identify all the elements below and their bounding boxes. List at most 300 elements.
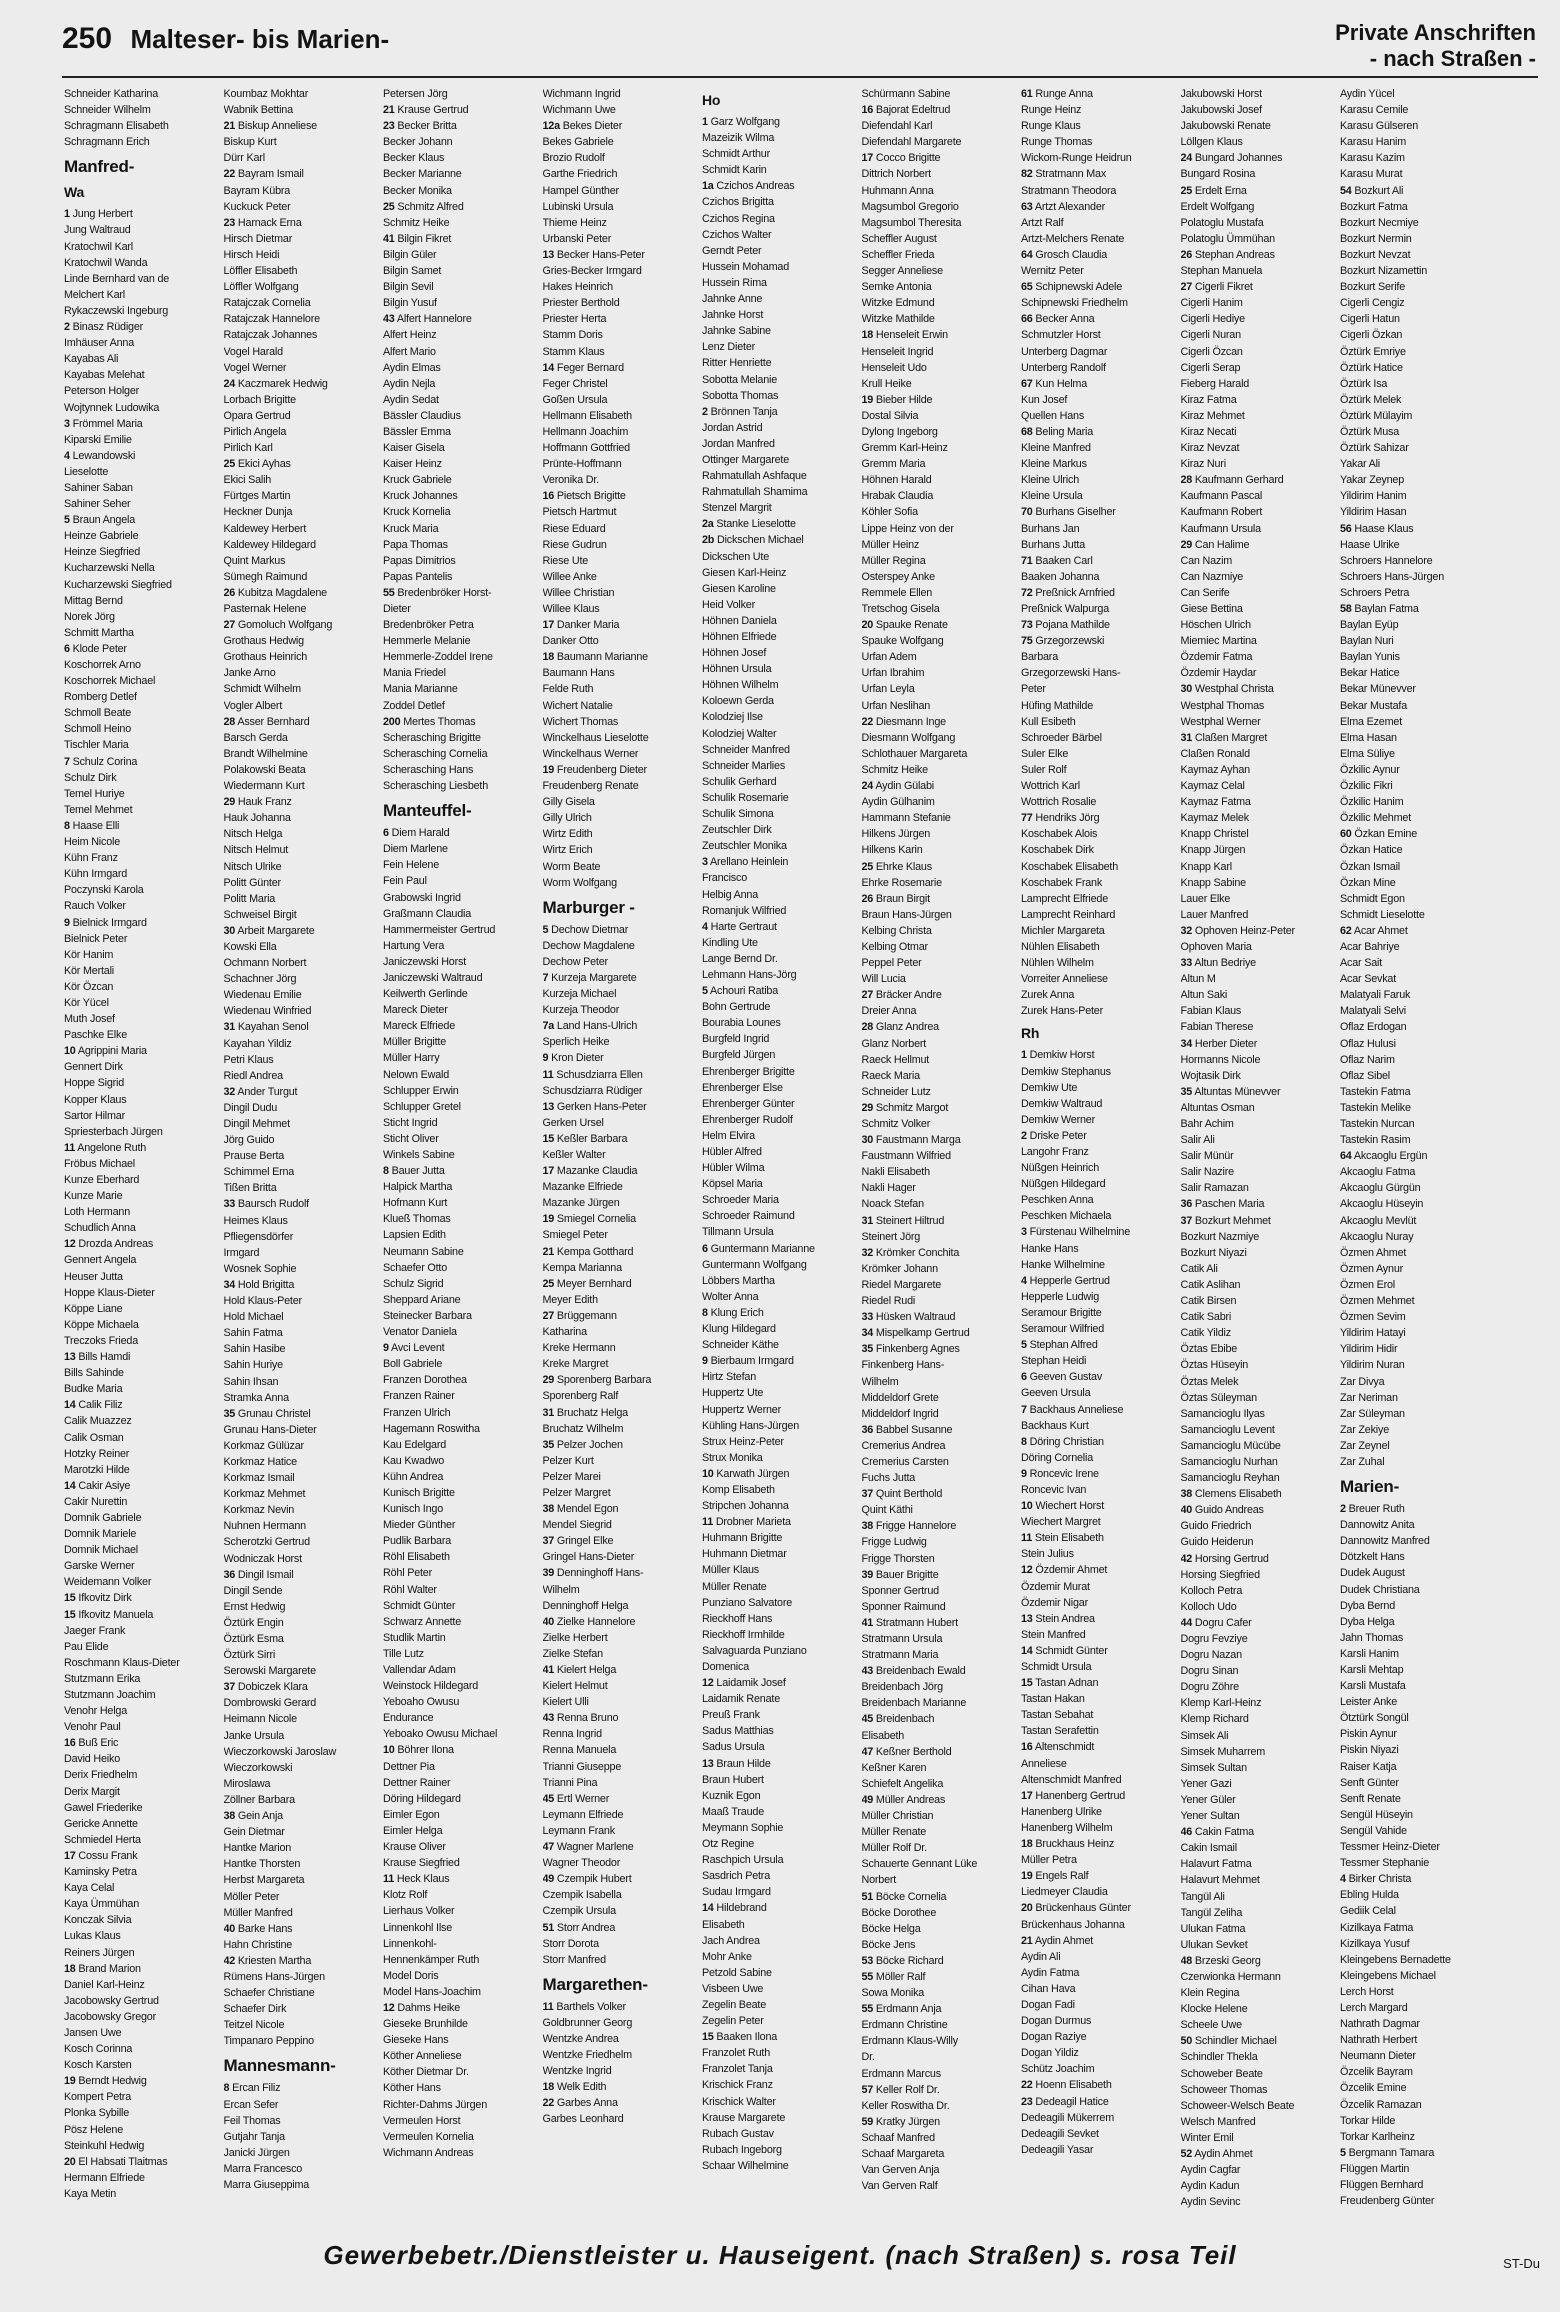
resident-entry: Müller Harry xyxy=(383,1052,440,1065)
resident-entry: Grothaus Hedwig xyxy=(223,635,304,648)
resident-entry: Jakubowski Horst xyxy=(1180,88,1262,100)
resident-entry: Huhmann Dietmar xyxy=(702,1548,787,1561)
resident-entry: Becker Monika xyxy=(383,184,452,197)
resident-entry: Kucharzewski Nella xyxy=(64,562,155,575)
resident-entry: Stamm Klaus xyxy=(542,345,605,358)
resident-entry: Yener Gazi xyxy=(1180,1777,1232,1790)
resident-entry: Kratochwil Wanda xyxy=(64,256,148,269)
resident-entry: Zurek Anna xyxy=(1021,989,1075,1002)
resident-entry: Breidenbach Jörg xyxy=(861,1681,943,1694)
resident-entry: 12 Özdemir Ahmet xyxy=(1021,1564,1108,1577)
resident-entry: Kayabas Melehat xyxy=(64,369,145,382)
resident-entry: Eimler Helga xyxy=(383,1824,443,1837)
resident-entry: Henseleit Ingrid xyxy=(861,345,934,358)
resident-entry: Schaefer Christiane xyxy=(223,1987,315,2000)
resident-entry: Schlupper Erwin xyxy=(383,1084,459,1097)
resident-entry: Frigge Thorsten xyxy=(861,1552,935,1565)
resident-entry: Ehrenberger Brigitte xyxy=(702,1065,795,1078)
resident-entry: Backhaus Kurt xyxy=(1021,1419,1089,1432)
resident-entry: Gilly Gisela xyxy=(542,796,595,809)
resident-entry: Muth Josef xyxy=(64,1013,115,1026)
resident-entry: Winter Emil xyxy=(1180,2131,1234,2144)
resident-entry: Linnenkohl Ilse xyxy=(383,1921,453,1934)
resident-entry: Schmitz Heike xyxy=(861,763,928,776)
resident-entry: Schroers Hannelore xyxy=(1340,554,1433,567)
resident-entry: 35 Pelzer Jochen xyxy=(542,1438,623,1451)
resident-entry: 32 Ander Turgut xyxy=(223,1085,298,1098)
resident-entry: Özkan Mine xyxy=(1340,876,1396,889)
resident-entry: Domnik Mariele xyxy=(64,1528,137,1541)
resident-entry: Keßler Walter xyxy=(542,1149,606,1161)
resident-entry: Bohn Gertrude xyxy=(702,1001,771,1014)
resident-entry: Dingil Mehmet xyxy=(223,1118,290,1130)
resident-entry: Özkilic Fikri xyxy=(1340,780,1393,793)
resident-entry: Jach Andrea xyxy=(702,1934,760,1947)
resident-entry: Janke Ursula xyxy=(223,1729,285,1742)
resident-entry: Horsing Siegfried xyxy=(1180,1568,1260,1581)
resident-entry: Köther Dietmar Dr. xyxy=(383,2066,469,2079)
resident-entry: Wilhelm xyxy=(861,1375,899,1388)
resident-entry: Bässler Emma xyxy=(383,425,451,438)
resident-entry: Sobotta Melanie xyxy=(702,373,778,386)
resident-entry: Mazeizik Wilma xyxy=(702,132,775,145)
resident-entry: Dogru Nazan xyxy=(1180,1649,1242,1662)
resident-entry: 1 Demkiw Horst xyxy=(1021,1049,1095,1062)
resident-entry: Dingil Dudu xyxy=(223,1101,278,1114)
resident-entry: Gediik Celal xyxy=(1340,1905,1396,1918)
resident-entry: Klein Regina xyxy=(1180,1987,1240,2000)
resident-entry: Fein Helene xyxy=(383,859,440,872)
resident-entry: Franzen Dorothea xyxy=(383,1374,467,1387)
resident-entry: Hoppe Sigrid xyxy=(64,1077,125,1090)
resident-entry: Stein Manfred xyxy=(1021,1628,1086,1641)
resident-entry: Calik Muazzez xyxy=(64,1415,132,1428)
resident-entry: Jansen Uwe xyxy=(64,2026,122,2039)
resident-entry: Döring Hildegard xyxy=(383,1792,461,1805)
resident-entry: Sengül Vahide xyxy=(1340,1824,1407,1837)
resident-entry: Boll Gabriele xyxy=(383,1358,443,1371)
resident-entry: Löffler Wolfgang xyxy=(223,281,299,294)
resident-entry: Linde Bernhard van de xyxy=(64,272,170,285)
resident-entry: Müller Christian xyxy=(861,1810,934,1823)
resident-entry: Graßmann Claudia xyxy=(383,907,472,920)
resident-entry: 35 Grunau Christel xyxy=(223,1407,311,1420)
resident-entry: Dannowitz Anita xyxy=(1340,1519,1415,1532)
resident-entry: Schudlich Anna xyxy=(64,1222,136,1235)
resident-entry: Sponner Gertrud xyxy=(861,1584,939,1597)
resident-entry: Oflaz Erdogan xyxy=(1340,1021,1407,1034)
resident-entry: Schiefelt Angelika xyxy=(861,1777,944,1790)
resident-entry: Alfert Heinz xyxy=(383,329,437,342)
resident-entry: Kayabas Ali xyxy=(64,353,119,366)
resident-entry: Feil Thomas xyxy=(223,2114,281,2127)
resident-entry: Kolloch Petra xyxy=(1180,1584,1243,1597)
resident-entry: Mania Friedel xyxy=(383,667,446,680)
resident-entry: Alfert Mario xyxy=(383,345,436,358)
resident-entry: Koumbaz Mokhtar xyxy=(223,88,309,100)
resident-entry: Scheffler August xyxy=(861,232,937,245)
resident-entry: Kuckuck Peter xyxy=(223,200,291,213)
resident-entry: Pietsch Hartmut xyxy=(542,506,617,519)
resident-entry: Mendel Siegrid xyxy=(542,1519,612,1532)
resident-entry: Erdelt Wolfgang xyxy=(1180,200,1255,213)
resident-entry: Kruck Johannes xyxy=(383,490,458,503)
resident-entry: Özkilic Mehmet xyxy=(1340,812,1411,825)
resident-entry: Paschke Elke xyxy=(64,1029,128,1042)
resident-entry: Catik Birsen xyxy=(1180,1295,1237,1308)
resident-entry: Koloewn Gerda xyxy=(702,695,774,708)
resident-entry: Dombrowski Gerard xyxy=(223,1697,317,1710)
resident-entry: 62 Acar Ahmet xyxy=(1340,924,1408,937)
resident-entry: Lehmann Hans-Jörg xyxy=(702,968,797,981)
resident-entry: Venohr Helga xyxy=(64,1705,128,1718)
resident-entry: Zar Divya xyxy=(1340,1375,1385,1388)
resident-entry: Faustmann Wilfried xyxy=(861,1150,951,1163)
resident-entry: Huhmann Anna xyxy=(861,184,934,197)
resident-entry: 2 Binasz Rüdiger xyxy=(64,321,144,334)
resident-entry: Löbbers Martha xyxy=(702,1274,775,1287)
resident-entry: Tessmer Stephanie xyxy=(1340,1857,1430,1870)
resident-entry: Lamprecht Reinhard xyxy=(1021,908,1116,921)
resident-entry: 21 Kempa Gotthard xyxy=(542,1245,634,1258)
resident-entry: Schmidt Egon xyxy=(1340,892,1405,905)
resident-entry: Yildirim Hatayi xyxy=(1340,1327,1406,1340)
resident-entry: 46 Cakin Fatma xyxy=(1180,1826,1254,1839)
resident-entry: 42 Horsing Gertrud xyxy=(1180,1552,1269,1565)
resident-entry: Bielnick Peter xyxy=(64,932,128,945)
listing-column xyxy=(64,86,224,2228)
resident-entry: Stratmann Theodora xyxy=(1021,184,1117,197)
resident-entry: Riese Eduard xyxy=(542,522,606,535)
resident-entry: 23 Dedeagil Hatice xyxy=(1021,2095,1109,2108)
resident-entry: Ritter Henriette xyxy=(702,357,772,370)
resident-entry: Vogel Werner xyxy=(223,361,287,374)
resident-entry: Keilwerth Gerlinde xyxy=(383,988,468,1001)
footer-note: Gewerbebetr./Dienstleister u. Hauseigent. (nach Straßen) s. rosa Teil xyxy=(323,2240,1237,2270)
resident-entry: Hellmann Joachim xyxy=(542,425,629,438)
resident-entry: Hermann Elfriede xyxy=(64,2171,145,2184)
resident-entry: 67 Kun Helma xyxy=(1021,377,1088,390)
resident-entry: Magsumbol Gregorio xyxy=(861,200,959,213)
resident-entry: Trianni Pina xyxy=(542,1776,598,1789)
resident-entry: Elisabeth xyxy=(861,1729,905,1742)
resident-entry: Trianni Giuseppe xyxy=(542,1760,622,1773)
resident-entry: 5 Braun Angela xyxy=(64,514,136,527)
resident-entry: Willee Klaus xyxy=(542,603,600,615)
resident-entry: Öztürk Mülayim xyxy=(1340,409,1413,422)
resident-entry: Cakir Nurettin xyxy=(64,1495,128,1508)
resident-entry: Schoweber Beate xyxy=(1180,2067,1263,2080)
resident-entry: Fröbus Michael xyxy=(64,1157,136,1170)
resident-entry: Willee Anke xyxy=(542,570,597,583)
resident-entry: Seramour Wilfried xyxy=(1021,1323,1104,1336)
resident-entry: Felde Ruth xyxy=(542,683,594,696)
resident-entry: Karsli Mehtap xyxy=(1340,1664,1404,1676)
resident-entry: 26 Kubitza Magdalene xyxy=(223,586,327,599)
resident-entry: Dreier Anna xyxy=(861,1005,917,1018)
resident-entry: 6 Geeven Gustav xyxy=(1021,1371,1103,1384)
resident-entry: Öztürk Sirri xyxy=(223,1649,276,1662)
resident-entry: 25 Erdelt Erna xyxy=(1180,184,1247,197)
resident-entry: Pelzer Margret xyxy=(542,1486,611,1499)
resident-entry: Miroslawa xyxy=(223,1777,271,1790)
resident-entry: 15 Tastan Adnan xyxy=(1021,1677,1099,1690)
resident-entry: Pirlich Angela xyxy=(223,425,287,438)
resident-entry: Dogru Fevziye xyxy=(1180,1633,1248,1645)
resident-entry: Janke Arno xyxy=(223,667,276,680)
resident-entry: Runge Thomas xyxy=(1021,136,1093,149)
resident-entry: 4 Hepperle Gertrud xyxy=(1021,1274,1110,1287)
resident-entry: Bayram Kübra xyxy=(223,184,291,197)
resident-entry: 68 Beling Maria xyxy=(1021,425,1094,438)
resident-entry: Model Hans-Joachim xyxy=(383,1985,481,1998)
resident-entry: Peterson Holger xyxy=(64,385,140,398)
resident-entry: Hemmerle Melanie xyxy=(383,635,471,648)
resident-entry: Schmitz Volker xyxy=(861,1118,931,1130)
district-code: Rh xyxy=(1021,1025,1040,1042)
resident-entry: Steinkuhl Hedwig xyxy=(64,2139,145,2152)
resident-entry: 41 Bilgin Fikret xyxy=(383,232,452,245)
resident-entry: Melchert Karl xyxy=(64,288,126,301)
resident-entry: Weinstock Hildegard xyxy=(383,1680,479,1693)
street-heading: Marburger - xyxy=(542,897,635,917)
resident-entry: Bahr Achim xyxy=(1180,1118,1234,1130)
resident-entry: 8 Döring Christian xyxy=(1021,1435,1104,1448)
resident-entry: 18 Henseleit Erwin xyxy=(861,329,948,342)
resident-entry: 34 Mispelkamp Gertrud xyxy=(861,1327,970,1340)
resident-entry: Tischler Maria xyxy=(64,739,129,752)
resident-entry: Schroers Hans-Jürgen xyxy=(1340,570,1445,583)
resident-entry: Prause Berta xyxy=(223,1150,285,1163)
resident-entry: 47 Keßner Berthold xyxy=(861,1745,952,1758)
resident-entry: Yakar Zeynep xyxy=(1340,474,1405,487)
resident-entry: 25 Schmitz Alfred xyxy=(383,200,464,213)
resident-entry: Wottrich Karl xyxy=(1021,780,1080,793)
resident-entry: 27 Cigerli Fikret xyxy=(1180,281,1253,294)
resident-entry: Sperlich Heike xyxy=(542,1036,610,1049)
resident-entry: 72 Preßnick Arnfried xyxy=(1021,586,1115,599)
resident-entry: 66 Becker Anna xyxy=(1021,313,1095,326)
resident-entry: Jahnke Horst xyxy=(702,309,764,322)
resident-entry: Worm Beate xyxy=(542,860,601,873)
resident-entry: 9 Bierbaum Irmgard xyxy=(702,1355,794,1368)
listing-column xyxy=(1340,86,1500,2228)
resident-entry: Cremerius Carsten xyxy=(861,1455,949,1468)
resident-entry: Pelzer Marei xyxy=(542,1470,601,1483)
resident-entry: Dannowitz Manfred xyxy=(1340,1535,1430,1548)
resident-entry: Noack Stefan xyxy=(861,1198,924,1211)
resident-entry: 26 Braun Birgit xyxy=(861,892,930,905)
resident-entry: Jacobowsky Gregor xyxy=(64,2010,157,2023)
resident-entry: 15 Ifkovitz Dirk xyxy=(64,1592,132,1605)
resident-entry: Kunze Eberhard xyxy=(64,1174,140,1186)
resident-entry: Özdemir Nigar xyxy=(1021,1596,1088,1609)
street-heading: Margarethen- xyxy=(542,1974,648,1994)
resident-entry: Cremerius Andrea xyxy=(861,1439,946,1452)
resident-entry: 51 Böcke Cornelia xyxy=(861,1890,947,1903)
resident-entry: Özmen Erol xyxy=(1340,1278,1395,1291)
resident-entry: Becker Johann xyxy=(383,136,453,149)
resident-entry: 57 Keller Rolf Dr. xyxy=(861,2083,940,2096)
resident-entry: Krischick Franz xyxy=(702,2079,773,2092)
resident-entry: Linnenkohl- xyxy=(383,1937,437,1950)
resident-entry: Scherasching Liesbeth xyxy=(383,780,489,793)
resident-entry: Riedl Andrea xyxy=(223,1069,283,1082)
resident-entry: Hellmann Elisabeth xyxy=(542,409,632,422)
resident-entry: Smiegel Peter xyxy=(542,1229,608,1242)
resident-entry: Quint Käthi xyxy=(861,1504,913,1517)
district-code: Ho xyxy=(702,92,721,108)
resident-entry: Rieckhoff Irmhilde xyxy=(702,1628,785,1641)
resident-entry: Kaiser Heinz xyxy=(383,458,442,471)
resident-entry: Scheele Uwe xyxy=(1180,2019,1242,2032)
resident-entry: Altuntas Osman xyxy=(1180,1101,1255,1114)
resident-entry: Zeutschler Dirk xyxy=(702,824,772,837)
resident-entry: Wabnik Bettina xyxy=(223,104,293,117)
resident-entry: Schmidt Karin xyxy=(702,164,767,177)
resident-entry: Sadus Matthias xyxy=(702,1725,774,1738)
resident-entry: Bässler Claudius xyxy=(383,409,461,422)
resident-entry: 37 Dobiczek Klara xyxy=(223,1681,308,1694)
resident-entry: Vogler Albert xyxy=(223,699,283,712)
resident-entry: Diefendahl Karl xyxy=(861,120,933,133)
resident-entry: Helbig Anna xyxy=(702,888,759,901)
resident-entry: 16 Altenschmidt xyxy=(1021,1741,1095,1754)
resident-entry: Mazanke Jürgen xyxy=(542,1197,620,1210)
resident-entry: Welsch Manfred xyxy=(1180,2115,1256,2128)
resident-entry: 9 Avci Levent xyxy=(383,1342,445,1355)
resident-entry: Temel Mehmet xyxy=(64,803,133,816)
resident-entry: Bilgin Güler xyxy=(383,248,437,261)
resident-entry: Höschen Ulrich xyxy=(1180,619,1251,632)
resident-entry: Miemiec Martina xyxy=(1180,635,1257,648)
resident-entry: 3 Arellano Heinlein xyxy=(702,856,789,869)
resident-entry: Bekar Münevver xyxy=(1340,683,1416,696)
resident-entry: Hotzky Reiner xyxy=(64,1447,130,1460)
resident-entry: Anneliese xyxy=(1021,1757,1067,1770)
resident-entry: Nitsch Helga xyxy=(223,828,283,841)
resident-entry: Lerch Margard xyxy=(1340,2001,1408,2014)
resident-entry: Kunisch Brigitte xyxy=(383,1486,455,1499)
resident-entry: Lerch Horst xyxy=(1340,1985,1394,1998)
resident-entry: Kelbing Christa xyxy=(861,924,932,937)
resident-entry: 82 Stratmann Max xyxy=(1021,168,1107,181)
resident-entry: Hilkens Jürgen xyxy=(861,828,931,841)
resident-entry: Wojtynnek Ludowika xyxy=(64,401,160,414)
resident-entry: Kun Josef xyxy=(1021,393,1068,406)
resident-entry: Akcaoglu Gürgün xyxy=(1340,1182,1421,1195)
resident-entry: Punziano Salvatore xyxy=(702,1596,793,1609)
resident-entry: Gilly Ulrich xyxy=(542,812,592,825)
resident-entry: 15 Baaken Ilona xyxy=(702,2031,778,2044)
resident-entry: Hepperle Ludwig xyxy=(1021,1290,1100,1303)
resident-entry: Klemp Karl-Heinz xyxy=(1180,1697,1262,1710)
resident-entry: Diem Marlene xyxy=(383,843,448,856)
resident-entry: Mareck Dieter xyxy=(383,1004,448,1017)
resident-entry: Aydin Fatma xyxy=(1021,1966,1080,1979)
resident-entry: Kaiser Gisela xyxy=(383,442,445,455)
resident-entry: Aydin Sevinc xyxy=(1180,2196,1241,2209)
resident-entry: Quellen Hans xyxy=(1021,409,1085,422)
resident-entry: Lukas Klaus xyxy=(64,1930,121,1943)
resident-entry: 13 Stein Andrea xyxy=(1021,1612,1095,1625)
resident-entry: Timpanaro Peppino xyxy=(223,2035,314,2048)
resident-entry: Wickom-Runge Heidrun xyxy=(1021,152,1132,165)
resident-entry: Hanenberg Ulrike xyxy=(1021,1805,1102,1818)
resident-entry: Stratmann Maria xyxy=(861,1649,939,1662)
resident-entry: Roncevic Ivan xyxy=(1021,1483,1087,1496)
resident-entry: 1 Jung Herbert xyxy=(64,208,133,221)
resident-entry: 15 Ifkovitz Manuela xyxy=(64,1608,154,1621)
resident-entry: Köhler Sofia xyxy=(861,506,918,519)
listing-column xyxy=(1021,86,1181,2228)
resident-entry: Ercan Sefer xyxy=(223,2098,279,2111)
resident-entry: Zielke Stefan xyxy=(542,1647,603,1660)
resident-entry: 5 Stephan Alfred xyxy=(1021,1339,1098,1352)
resident-entry: Döring Cornelia xyxy=(1021,1451,1094,1464)
resident-entry: 40 Barke Hans xyxy=(223,1922,293,1935)
resident-entry: 3 Frömmel Maria xyxy=(64,417,143,430)
resident-entry: Brozio Rudolf xyxy=(542,152,605,165)
resident-entry: Dedeagili Sevket xyxy=(1021,2127,1099,2140)
resident-entry: Temel Huriye xyxy=(64,787,125,800)
resident-entry: 31 Bruchatz Helga xyxy=(542,1406,628,1419)
resident-entry: Kucharzewski Siegfried xyxy=(64,578,172,591)
resident-entry: Schachner Jörg xyxy=(223,973,297,986)
resident-entry: 30 Arbeit Margarete xyxy=(223,924,315,937)
resident-entry: 38 Gein Anja xyxy=(223,1810,283,1823)
resident-entry: Ekici Salih xyxy=(223,474,272,487)
resident-entry: Cakin Ismail xyxy=(1180,1842,1237,1855)
resident-entry: Fabian Therese xyxy=(1180,1021,1254,1034)
resident-entry: Irmgard xyxy=(223,1246,260,1259)
resident-entry: Hanke Wilhelmine xyxy=(1021,1258,1105,1271)
resident-entry: Akcaoglu Fatma xyxy=(1340,1166,1416,1179)
resident-entry: Höhnen Ursula xyxy=(702,663,772,676)
resident-entry: 15 Keßler Barbara xyxy=(542,1132,628,1145)
resident-entry: 7 Kurzeja Margarete xyxy=(542,971,637,984)
resident-entry: Neumann Sabine xyxy=(383,1245,464,1258)
resident-entry: Heid Volker xyxy=(702,598,756,611)
resident-entry: Jahnke Anne xyxy=(702,293,763,306)
resident-entry: Cigerli Hatun xyxy=(1340,313,1400,326)
resident-entry: Kaymaz Ayhan xyxy=(1180,763,1250,776)
resident-entry: Schmidt Ursula xyxy=(1021,1661,1092,1673)
resident-entry: Czichos Regina xyxy=(702,212,775,225)
resident-entry: Hahn Christine xyxy=(223,1938,293,1951)
resident-entry: 32 Krömker Conchita xyxy=(861,1246,960,1259)
resident-entry: Tastekin Melike xyxy=(1340,1101,1411,1114)
resident-entry: Artzt-Melchers Renate xyxy=(1021,232,1125,245)
resident-entry: Ulukan Fatma xyxy=(1180,1922,1246,1935)
resident-entry: Heim Nicole xyxy=(64,836,120,849)
resident-entry: Elma Ezemet xyxy=(1340,715,1403,728)
resident-entry: Simsek Ali xyxy=(1180,1729,1229,1742)
resident-entry: 17 Danker Maria xyxy=(542,619,620,632)
resident-entry: Sobotta Thomas xyxy=(702,389,779,402)
resident-entry: Wichmann Uwe xyxy=(542,104,616,117)
resident-entry: Jahn Thomas xyxy=(1340,1631,1404,1644)
resident-entry: Ottinger Margarete xyxy=(702,453,790,466)
resident-entry: Tastekin Rasim xyxy=(1340,1134,1411,1147)
resident-entry: Huppertz Ute xyxy=(702,1387,764,1400)
resident-entry: Koschorrek Arno xyxy=(64,659,141,671)
resident-entry: 64 Akcaoglu Ergün xyxy=(1340,1150,1428,1163)
resident-entry: Otz Regine xyxy=(702,1838,755,1851)
resident-entry: Dechow Magdalene xyxy=(542,939,635,952)
resident-entry: 24 Bungard Johannes xyxy=(1180,152,1283,165)
resident-entry: 49 Müller Andreas xyxy=(861,1793,946,1806)
